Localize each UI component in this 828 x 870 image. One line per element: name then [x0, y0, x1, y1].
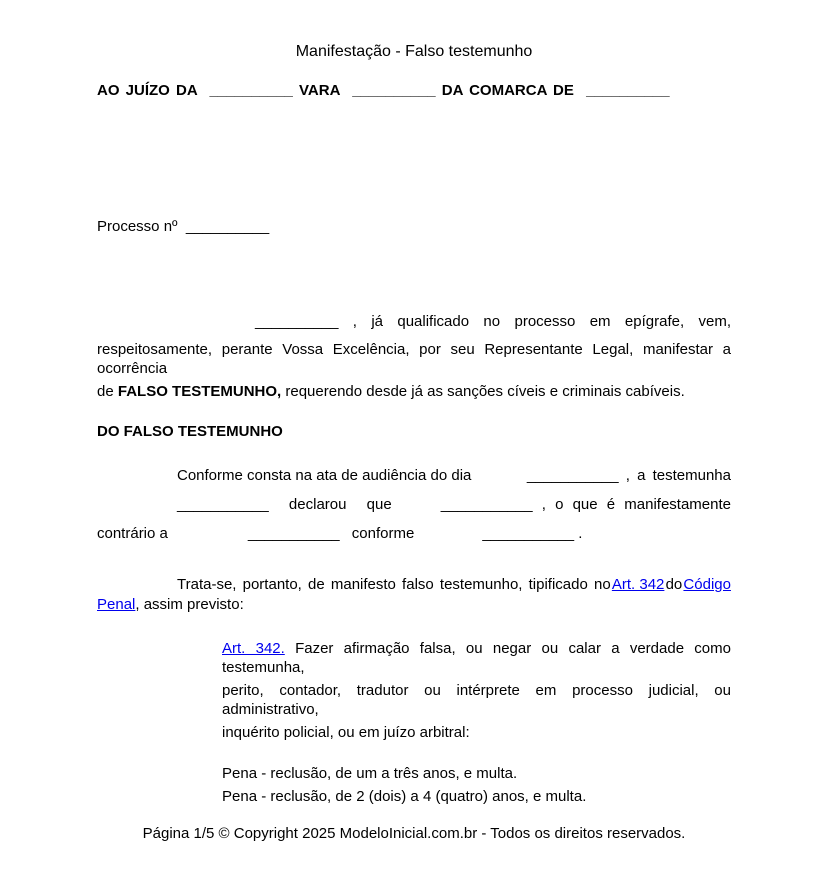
page-footer: Página 1/5 © Copyright 2025 ModeloInicial.com.br - Todos os direitos reservados.	[142, 825, 686, 842]
quote-pena-1: Pena - reclusão, de um a três anos, e multa.	[222, 765, 518, 782]
quote-line-1-text: Fazer afirmação falsa, ou negar ou calar a verdade como testemunha,	[222, 640, 731, 676]
intro-line-3-suffix: requerendo desde já as sanções cíveis e criminais cabíveis.	[285, 383, 685, 400]
link-penal[interactable]: Penal	[97, 596, 136, 613]
quote-line-1	[222, 639, 731, 677]
hearing-line-2-right: ___________ , o que é manifestamente	[440, 496, 731, 513]
hearing-line-3-b: ___________ conforme	[247, 525, 415, 542]
quote-blank-line	[222, 742, 731, 764]
falso-testemunho-bold: FALSO TESTEMUNHO,	[117, 383, 282, 400]
quote-line-3: inquérito policial, ou em juízo arbitral:	[222, 724, 470, 741]
legal-line-1-text: Trata-se, portanto, de manifesto falso testemunho, tipificado no	[177, 576, 611, 593]
legal-line-1	[97, 575, 731, 594]
section-heading: DO FALSO TESTEMUNHO	[97, 423, 283, 440]
link-codigo[interactable]: Código	[683, 576, 731, 593]
hearing-paragraph	[97, 466, 731, 543]
hearing-line-1-left: Conforme consta na ata de audiência do dia	[177, 467, 472, 484]
legal-line-2	[97, 595, 731, 614]
hearing-line-2-left: ___________ declarou que	[177, 496, 392, 513]
court-addressing-line: AO JUÍZO DA __________ VARA __________ DA COMARCA DE __________	[97, 82, 670, 99]
hearing-line-3-a: contrário a	[97, 525, 168, 542]
process-number-line: Processo nº __________	[97, 218, 270, 235]
hearing-line-3	[97, 524, 731, 543]
intro-paragraph	[97, 312, 731, 401]
hearing-line-2	[97, 495, 731, 514]
hearing-line-1	[97, 466, 731, 485]
hearing-line-3-c: ___________ .	[482, 525, 583, 542]
intro-line-2: respeitosamente, perante Vossa Excelência, por seu Representante Legal, manifestar a ocorrência	[97, 341, 731, 377]
link-art-342[interactable]: Art. 342	[611, 576, 665, 593]
hearing-line-1-right: ___________ , a testemunha	[526, 467, 731, 484]
document-content	[0, 42, 828, 843]
intro-line-1: __________ , já qualificado no processo em epígrafe, vem,	[255, 313, 731, 330]
intro-line-3	[97, 382, 731, 401]
statute-quote	[222, 639, 731, 806]
legal-line-1-mid: do	[665, 576, 683, 593]
legal-basis-paragraph	[97, 575, 731, 614]
quote-pena-2: Pena - reclusão, de 2 (dois) a 4 (quatro) anos, e multa.	[222, 788, 587, 805]
document-title: Manifestação - Falso testemunho	[295, 43, 533, 60]
link-art-342-quote[interactable]: Art. 342.	[222, 640, 285, 657]
quote-line-2: perito, contador, tradutor ou intérprete em processo judicial, ou administrativo,	[222, 682, 731, 718]
document-page	[0, 42, 828, 870]
legal-line-2-rest: , assim previsto:	[135, 596, 244, 613]
intro-line-3-prefix: de	[97, 383, 114, 400]
